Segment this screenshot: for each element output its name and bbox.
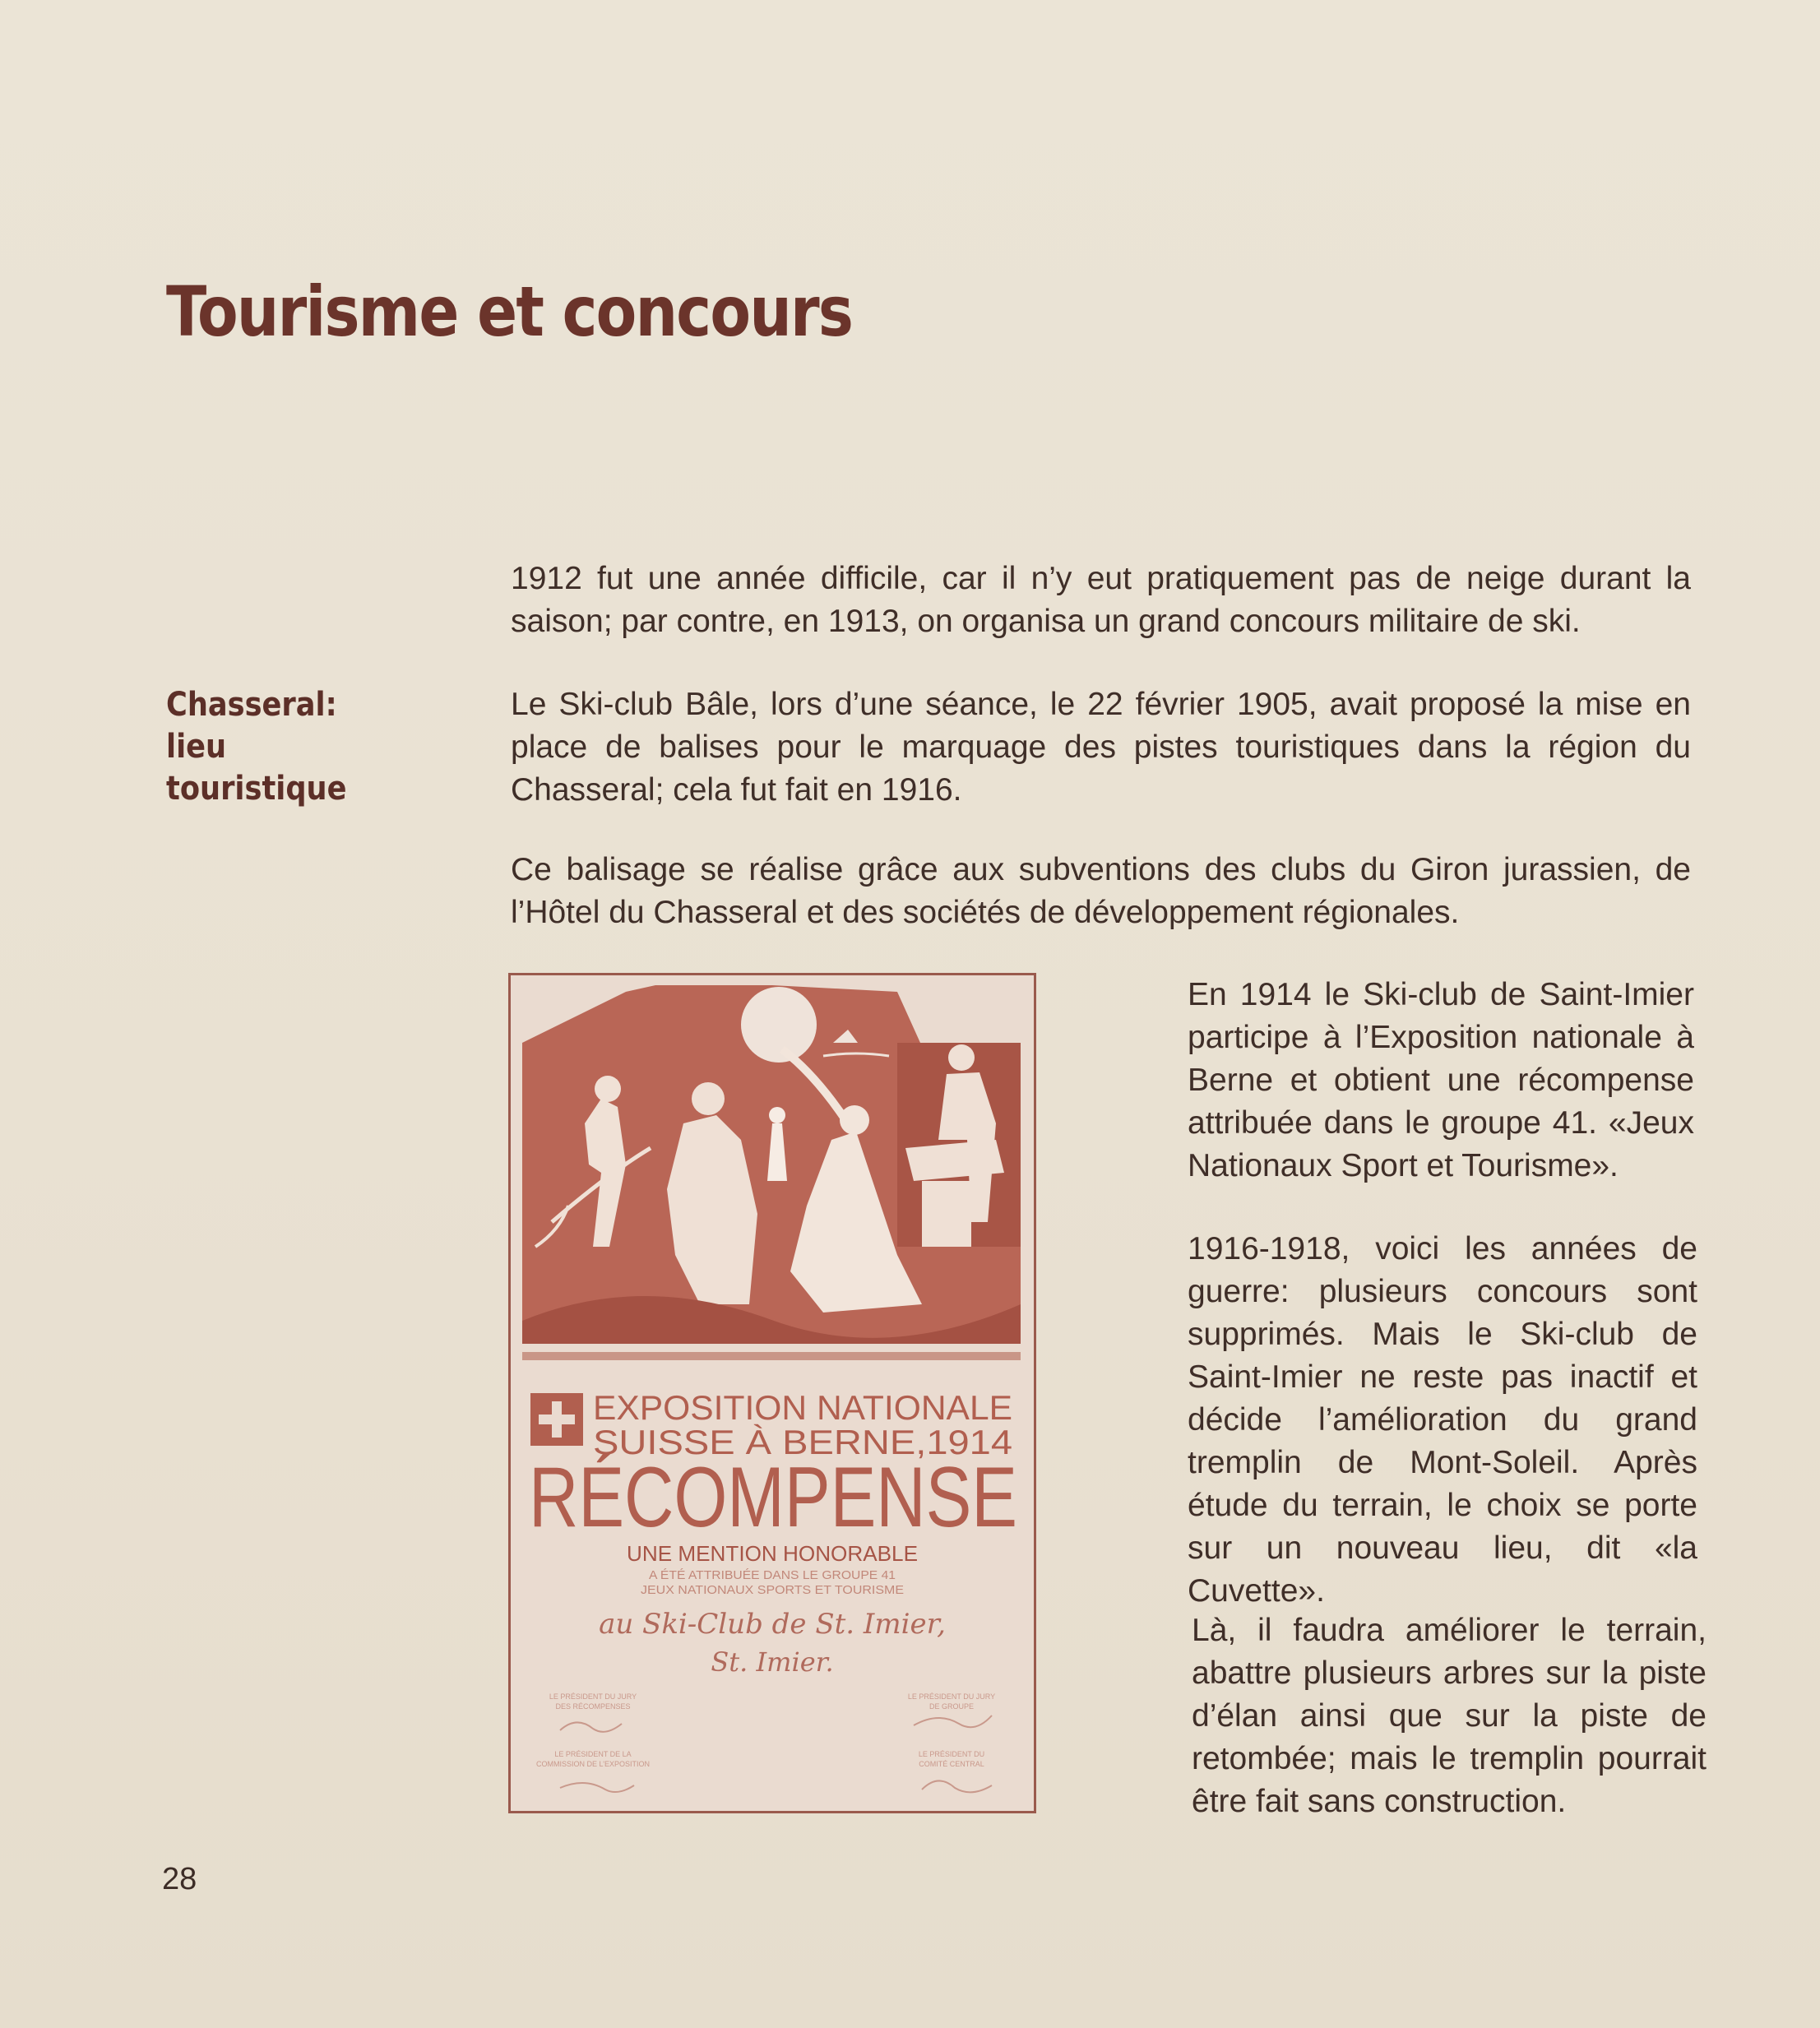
certificate-small-2: JEUX NATIONAUX SPORTS ET TOURISME — [641, 1583, 904, 1597]
certificate-award: RÉCOMPENSE — [529, 1450, 1017, 1545]
signature-right-2 — [922, 1780, 992, 1792]
signature-left — [560, 1722, 622, 1731]
signature-title-left-1: LE PRÉSIDENT DU JURY — [549, 1692, 637, 1701]
side-heading-line-3: touristique — [166, 770, 347, 808]
certificate-illustration — [522, 985, 1021, 1344]
signature-title-left-2: DES RÉCOMPENSES — [555, 1702, 631, 1711]
side-heading-line-2: lieu — [166, 728, 227, 766]
signature-title-right2-2: COMITÉ CENTRAL — [919, 1760, 984, 1768]
award-certificate-image — [508, 973, 1036, 1813]
certificate-line-2: SUISSE À BERNE,1914 — [593, 1423, 1012, 1461]
side-heading — [166, 684, 346, 810]
paragraph-1916-1918: 1916-1918, voici les années de guerre: plusieurs concours sont supprimés. Mais le Ski-club de Saint-Imier ne reste pas inactif et décide l’amélioration du grand tremplin de Mont-Soleil. Après étude du terrain, le choix se porte sur un nouveau lieu, dit «la Cuvette». — [1188, 1231, 1697, 1609]
signature-title-left2-2: COMMISSION DE L’EXPOSITION — [535, 1760, 651, 1768]
paragraph-terrain: Là, il faudra améliorer le terrain, abattre plusieurs arbres sur la piste d’élan ainsi que sur la piste de retombée; mais le tremplin pourrait être fait sans construction. — [1192, 1613, 1707, 1819]
page-number: 28 — [162, 1862, 197, 1896]
paragraph-balisage: Ce balisage se réalise grâce aux subventions des clubs du Giron jurassien, de l’Hôtel du Chasseral et des sociétés de développement régionales. — [511, 852, 1691, 930]
certificate-recipient-1: au Ski-Club de St. Imier, — [599, 1608, 946, 1641]
certificate-recipient-2: St. Imier. — [711, 1646, 834, 1678]
certificate-mention: UNE MENTION HONORABLE — [627, 1541, 918, 1566]
signature-title-right2-1: LE PRÉSIDENT DU — [918, 1750, 985, 1758]
paragraph-exposition-1914: En 1914 le Ski-club de Saint-Imier participe à l’Exposition nationale à Berne et obtient une récompense attribuée dans le groupe 41. «Jeux Nationaux Sport et Tourisme». — [1188, 977, 1694, 1183]
paragraph-1912: 1912 fut une année difficile, car il n’y eut pratiquement pas de neige durant la saison; par contre, en 1913, on organisa un grand concours militaire de ski. — [511, 561, 1691, 639]
signature-title-right-2: DE GROUPE — [929, 1702, 975, 1711]
paragraph-ski-club-bale: Le Ski-club Bâle, lors d’une séance, le 22 février 1905, avait proposé la mise en place de balises pour le marquage des pistes touristiques dans la région du Chasseral; cela fut fait en 1916. — [511, 687, 1691, 808]
signature-right — [914, 1715, 992, 1727]
side-heading-line-1: Chasseral: — [166, 686, 337, 724]
certificate-small-1: A ÉTÉ ATTRIBUÉE DANS LE GROUPE 41 — [649, 1568, 896, 1582]
swiss-cross-icon — [530, 1393, 583, 1446]
signature-title-right-1: LE PRÉSIDENT DU JURY — [907, 1692, 996, 1701]
page-title: Tourisme et concours — [166, 271, 853, 352]
signature-title-left2-1: LE PRÉSIDENT DE LA — [554, 1750, 632, 1758]
certificate-line-1: EXPOSITION NATIONALE — [593, 1388, 1012, 1427]
signature-left-2 — [560, 1783, 634, 1792]
